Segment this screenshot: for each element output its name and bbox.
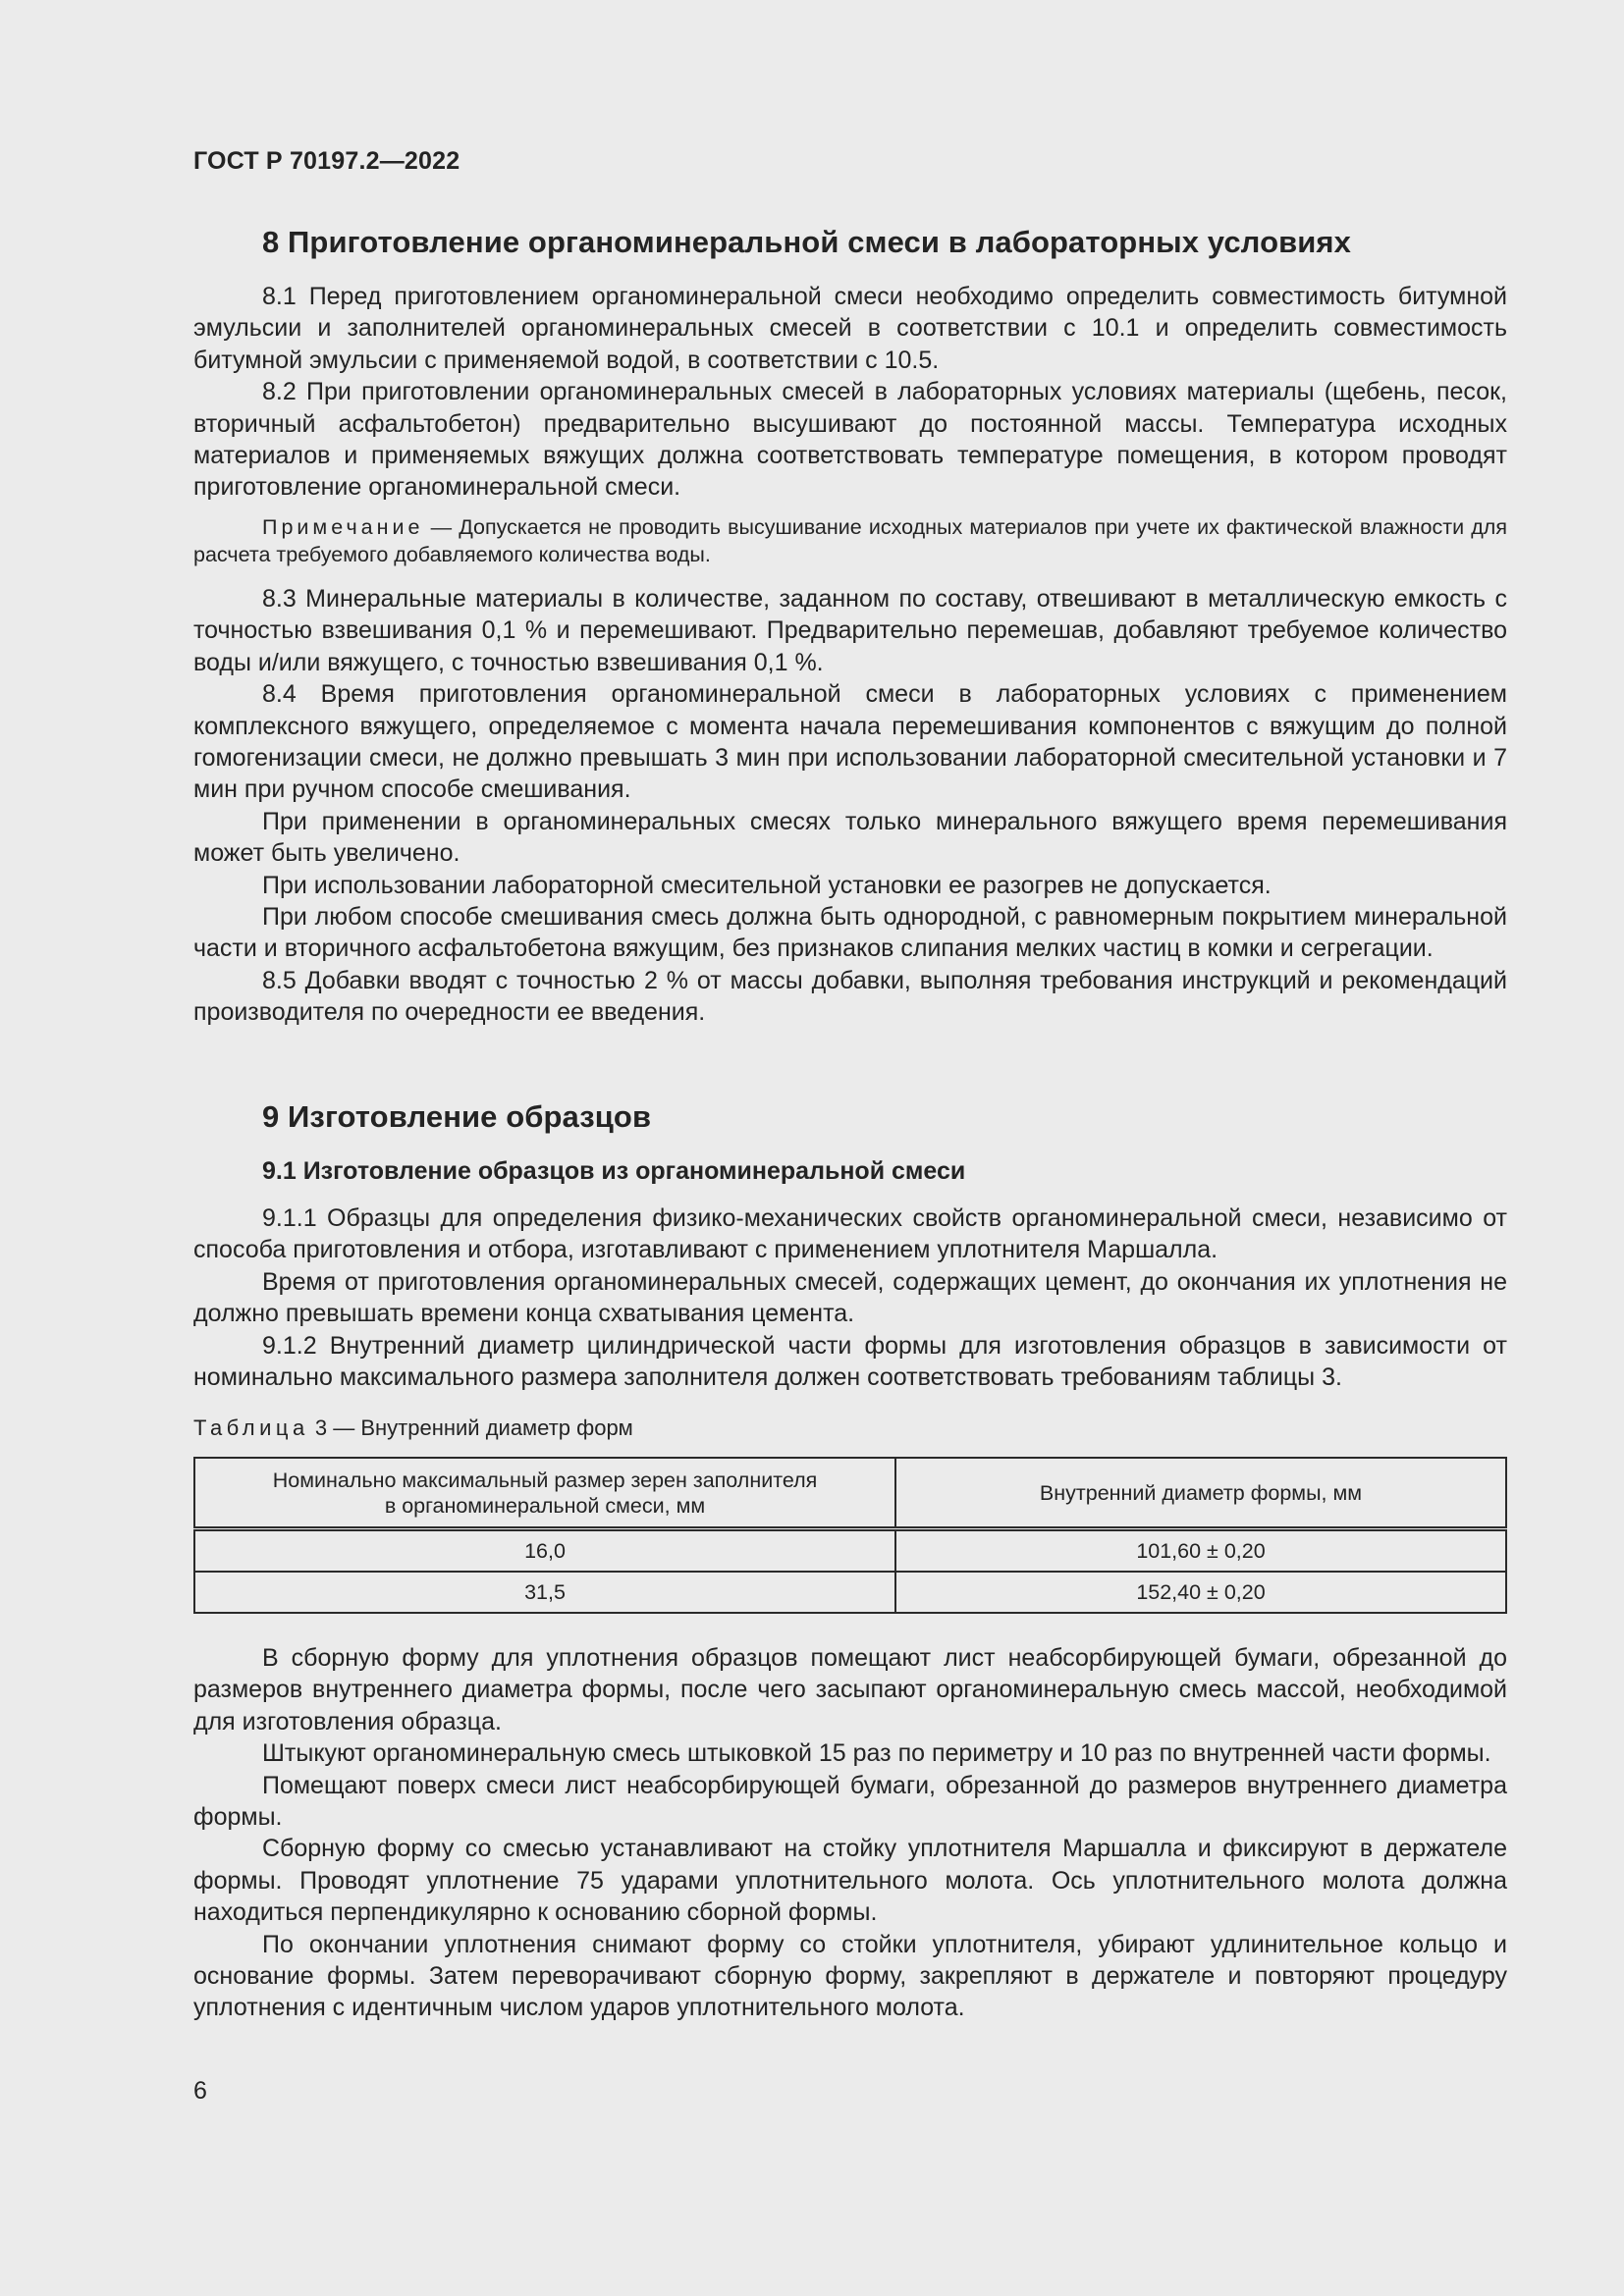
section-8-title: 8 Приготовление органоминеральной смеси в лабораторных условиях (262, 225, 1351, 259)
paragraph-8-2: 8.2 При приготовлении органоминеральных смесей в лабораторных условиях материалы (щебень, песок, вторичный асфальтобетон) предварительно высушивают до постоянной массы. Температура исходных материалов и применяемых вяжущих должна соответствовать температуре помещения, в котором проводят приготовление органоминеральной смеси. (193, 378, 1507, 502)
paragraph-9-1-1-cont: Время от приготовления органоминеральных смесей, содержащих цемент, до окончания их уплотнения не должно превышать времени конца схватывания цемента. (193, 1267, 1507, 1328)
table-cell-diameter: 152,40 ± 0,20 (895, 1572, 1506, 1613)
section-9-title: 9 Изготовление образцов (262, 1099, 652, 1134)
paragraph-8-1: 8.1 Перед приготовлением органоминеральной смеси необходимо определить совместимость битумной эмульсии и заполнителей органоминеральных смесей в соответствии с 10.1 и определить совместимость битумной эмульсии с применяемой водой, в соответствии с 10.5. (193, 283, 1507, 374)
paragraph-top-paper: Помещают поверх смеси лист неабсорбирующей бумаги, обрезанной до размеров внутреннего диаметра формы. (193, 1771, 1507, 1832)
paragraph-rodding: Штыкуют органоминеральную смесь штыковкой 15 раз по периметру и 10 раз по внутренней части формы. (262, 1739, 1491, 1768)
document-header-id: ГОСТ Р 70197.2—2022 (193, 147, 460, 175)
table-header-diameter: Внутренний диаметр формы, мм (895, 1458, 1506, 1529)
note-block (193, 513, 1507, 568)
paragraph-repeat-compaction: По окончании уплотнения снимают форму со стойки уплотнителя, убирают удлинительное кольцо и основание формы. Затем переворачивают сборную форму, закрепляют в держателе и повторяют процедуру уплотнения с идентичным числом ударов уплотнительного молота. (193, 1930, 1507, 2022)
table-caption (193, 1415, 633, 1441)
diameter-table (193, 1457, 1507, 1614)
table-header-grain-size-line2: в органоминеральной смеси, мм (384, 1493, 706, 1518)
paragraph-9-1-1: 9.1.1 Образцы для определения физико-механических свойств органоминеральной смеси, независимо от способа приготовления и отбора, изготавливают с применением уплотнителя Маршалла. (193, 1204, 1507, 1264)
note-text: — Допускается не проводить высушивание исходных материалов при учете их фактической влажности для расчета требуемого добавляемого количества воды. (193, 515, 1507, 566)
page-number: 6 (193, 2077, 207, 2105)
paragraph-form-paper: В сборную форму для уплотнения образцов помещают лист неабсорбирующей бумаги, обрезанной до размеров внутреннего диаметра формы, после чего засыпают органоминеральную смесь массой, необходимой для изготовления образца. (193, 1644, 1507, 1735)
paragraph-compaction: Сборную форму со смесью устанавливают на стойку уплотнителя Маршалла и фиксируют в держателе формы. Проводят уплотнение 75 ударами уплотнительного молота. Ось уплотнительного молота должна находиться перпендикулярно к основанию сборной формы. (193, 1835, 1507, 1927)
table-cell-diameter: 101,60 ± 0,20 (895, 1529, 1506, 1573)
paragraph-8-4: 8.4 Время приготовления органоминеральной смеси в лабораторных условиях с применением комплексного вяжущего, определяемое с момента начала перемешивания компонентов с вяжущим до полной гомогенизации смеси, не должно превышать 3 мин при использовании лабораторной смесительной установки и 7 мин при ручном способе смешивания. (193, 680, 1507, 804)
table-caption-label: Таблица (193, 1415, 309, 1440)
table-caption-text: 3 — Внутренний диаметр форм (308, 1415, 633, 1440)
table-header-grain-size (194, 1458, 895, 1529)
section-9-block-a (193, 1202, 1507, 1393)
table-header-grain-size-line1: Номинально максимальный размер зерен заполнителя (272, 1468, 818, 1492)
table-cell-size: 16,0 (194, 1529, 895, 1573)
section-8-block-b (193, 583, 1507, 1029)
paragraph-8-3: 8.3 Минеральные материалы в количестве, заданном по составу, отвешивают в металлическую емкость с точностью взвешивания 0,1 % и перемешивают. Предварительно перемешав, добавляют требуемое количество воды и/или вяжущего, с точностью взвешивания 0,1 %. (193, 585, 1507, 676)
paragraph-9-1-2: 9.1.2 Внутренний диаметр цилиндрической части формы для изготовления образцов в зависимости от номинально максимального размера заполнителя должен соответствовать требованиям таблицы 3. (193, 1331, 1507, 1392)
paragraph-8-4-cont-3: При любом способе смешивания смесь должна быть однородной, с равномерным покрытием минеральной части и вторичного асфальтобетона вяжущим, без признаков слипания мелких частиц в комки и сегрегации. (193, 903, 1507, 963)
table-header-row (194, 1458, 1506, 1529)
section-9-block-b (193, 1642, 1507, 2024)
paragraph-8-4-cont-1: При применении в органоминеральных смесях только минерального вяжущего время перемешивания может быть увеличено. (193, 807, 1507, 868)
paragraph-8-4-cont-2: При использовании лабораторной смесительной установки ее разогрев не допускается. (262, 871, 1272, 899)
section-8-block-a (193, 281, 1507, 504)
paragraph-8-5: 8.5 Добавки вводят с точностью 2 % от массы добавки, выполняя требования инструкций и рекомендаций производителя по очередности ее введения. (193, 966, 1507, 1027)
subsection-9-1-title: 9.1 Изготовление образцов из органоминеральной смеси (262, 1157, 966, 1185)
note-paragraph (193, 513, 1507, 568)
table-row (194, 1529, 1506, 1573)
table-cell-size: 31,5 (194, 1572, 895, 1613)
table-row (194, 1572, 1506, 1613)
note-label: Примечание (262, 515, 424, 539)
